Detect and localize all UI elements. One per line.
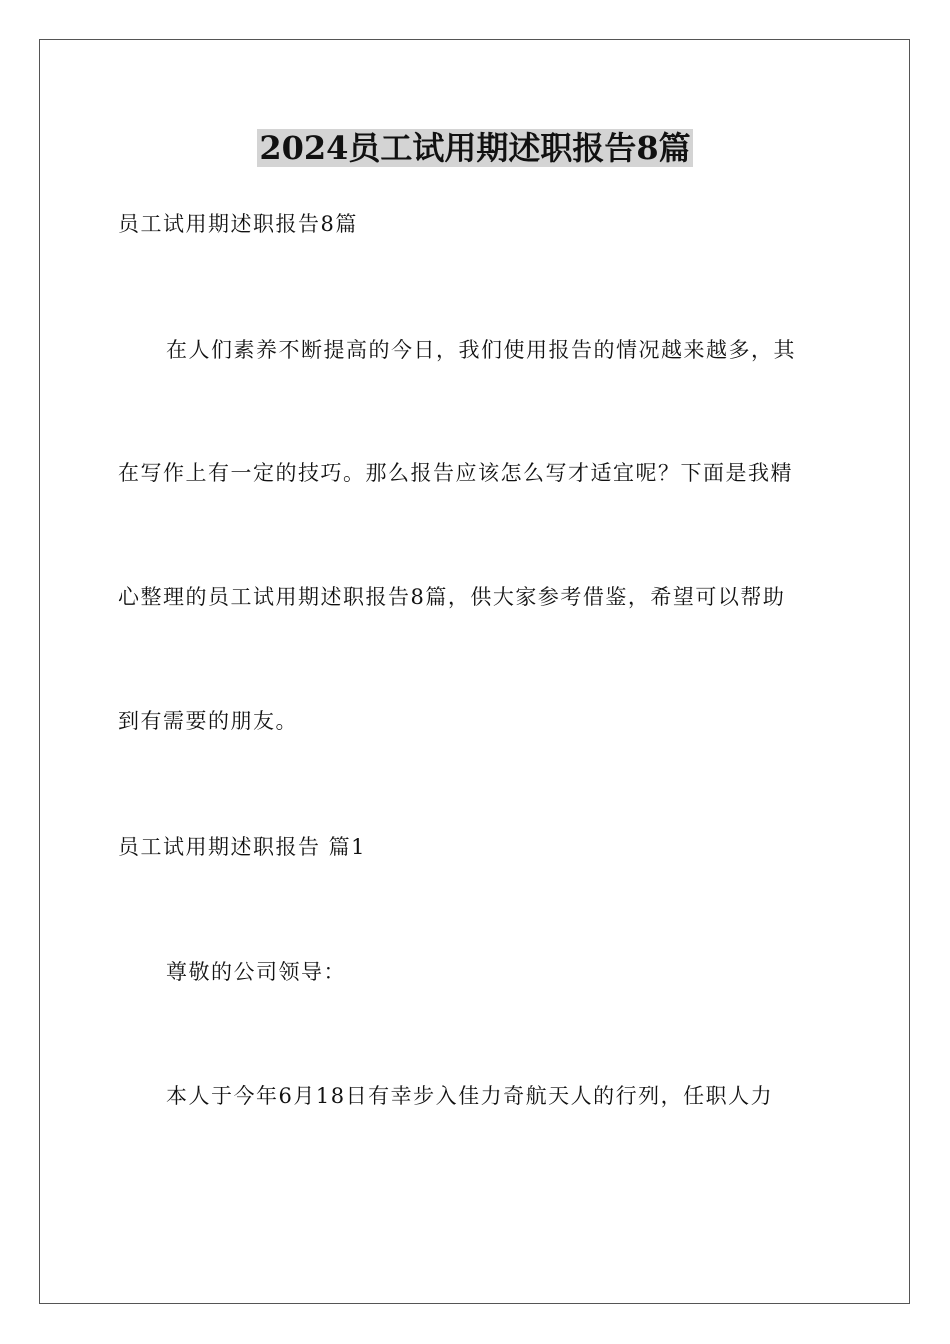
salutation: 尊敬的公司领导：	[166, 960, 346, 984]
section-heading: 员工试用期述职报告 篇1	[118, 835, 367, 859]
intro-paragraph-line-3: 心整理的员工试用期述职报告8篇，供大家参考借鉴，希望可以帮助	[118, 585, 786, 609]
intro-paragraph-line-1: 在人们素养不断提高的今日，我们使用报告的情况越来越多，其	[166, 338, 796, 362]
intro-paragraph-line-2: 在写作上有一定的技巧。那么报告应该怎么写才适宜呢？下面是我精	[118, 461, 793, 485]
intro-paragraph-line-4: 到有需要的朋友。	[118, 709, 298, 733]
body-paragraph-line-1: 本人于今年6月18日有幸步入佳力奇航天人的行列，任职人力	[166, 1084, 774, 1108]
document-title-text: 2024员工试用期述职报告8篇	[259, 129, 691, 167]
document-subtitle: 员工试用期述职报告8篇	[118, 212, 358, 236]
document-title	[0, 128, 950, 168]
